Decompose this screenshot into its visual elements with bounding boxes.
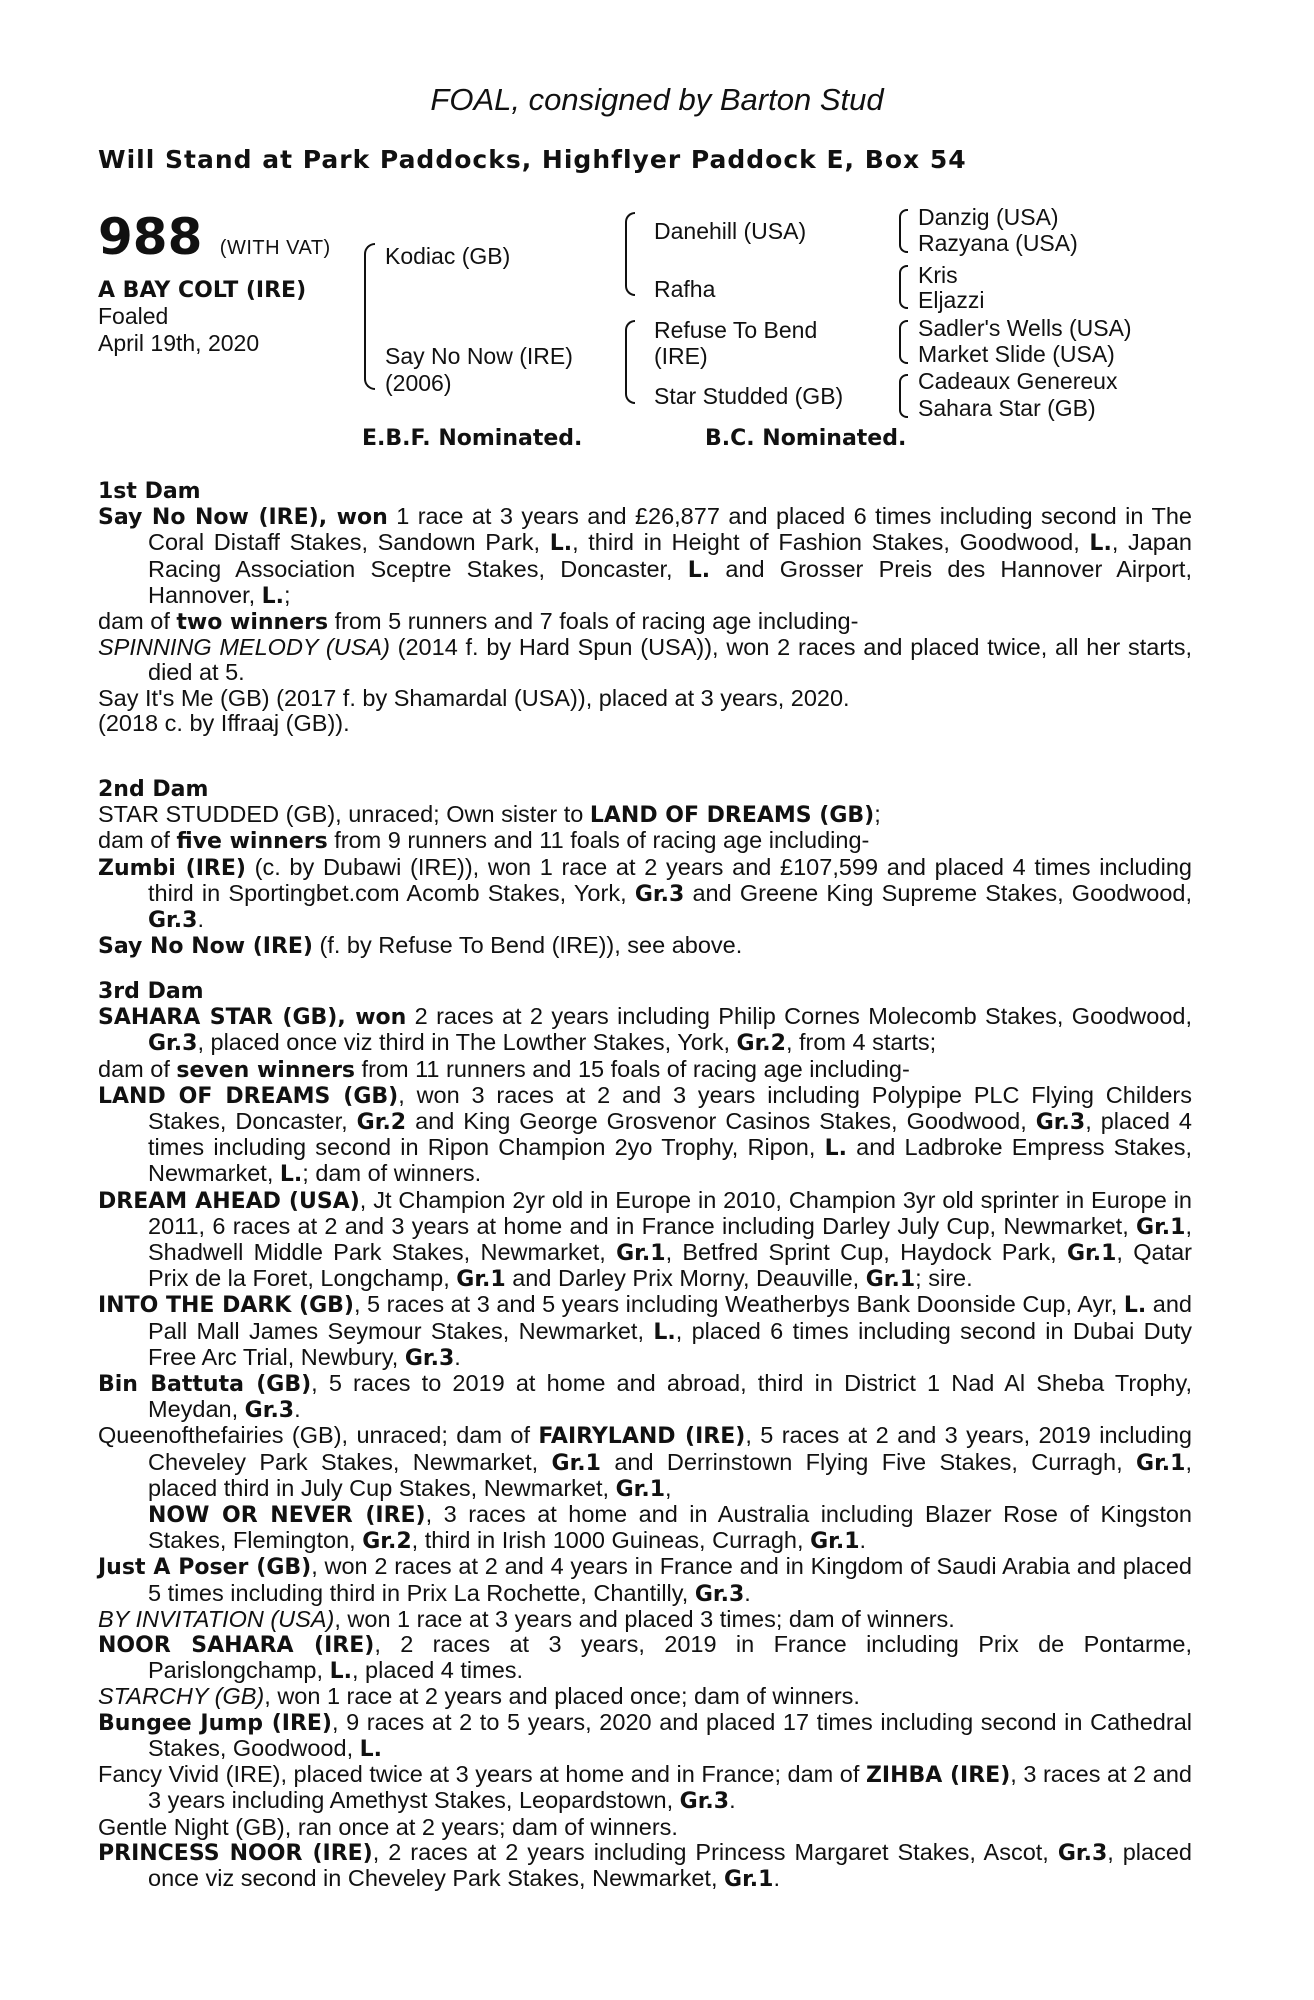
dam-of-text: dam of — [98, 608, 177, 635]
won-label: won — [355, 1005, 407, 1031]
dam-sire-line1: Refuse To Bend — [654, 317, 818, 343]
produce-name: Just A Poser (GB) — [98, 1555, 312, 1581]
sire-sire: Danehill (USA) — [654, 218, 807, 244]
produce-name: FAIRYLAND (IRE) — [538, 1424, 746, 1450]
first-dam-text: 1 race at 3 years and £26,877 and placed 6 times including second in The Coral Distaff Stakes, Sandown Park, — [148, 503, 1192, 556]
second-dam-text: STAR STUDDED (GB), unraced; Own sister to — [98, 801, 590, 828]
third-dam-name: SAHARA STAR (GB) — [98, 1005, 338, 1031]
produce-text: ; dam of winners. — [302, 1160, 482, 1187]
produce-text: , 5 races at 2 and 3 years, 2019 including Cheveley Park Stakes, Newmarket, — [148, 1422, 1192, 1475]
sire-brace — [625, 212, 635, 296]
produce-name: BY INVITATION (USA) — [98, 1605, 335, 1632]
first-dam-section: 1st Dam Say No Now (IRE), won 1 race at 3 years and £26,877 and placed 6 times including second in The Coral Distaff Stakes, Sandown Park, L., third in Height of Fashion Stakes, Goodwood, L., Japan Racing Association Sceptre Stakes, Doncaster, L. and Grosser Preis des Hannover Airport, Hannover, L.; dam of two winners from 5 runners and 7 foals of racing age including- SPINNING MELODY (USA) (2014 f. by Hard Spun (USA)), won 2 races and placed twice, all her starts, died at 5. Say It's Me (GB) (2017 f. by Shamardal (USA)), placed at 3 years, 2020. (2018 c. by Iffraaj (GB)). — [98, 479, 1193, 736]
produce-text: and Darley Prix Morny, Deauville, — [505, 1265, 866, 1292]
produce-text: , 9 races at 2 to 5 years, 2020 and placed 17 times including second in Cathedral Stakes, Goodwood, — [148, 1708, 1192, 1761]
produce-text: , won 1 race at 3 years and placed 3 times; dam of winners. — [334, 1605, 955, 1632]
produce-text: and King George Grosvenor Casinos Stakes, Goodwood, — [406, 1108, 1036, 1135]
first-dam-text: , third in Height of Fashion Stakes, Goodwood, — [572, 529, 1090, 556]
group-mark: Gr.1 — [551, 1450, 601, 1476]
produce-text: , 3 races at home and in Australia including Blazer Rose of Kingston Stakes, Flemington, — [148, 1501, 1192, 1554]
group-mark: Gr.2 — [356, 1110, 407, 1136]
sd-brace — [899, 265, 908, 309]
produce-text: , placed 6 times including second in Dubai Duty Free Arc Trial, Newbury, — [148, 1317, 1192, 1370]
produce-name: ZIHBA (IRE) — [865, 1763, 1011, 1789]
produce-text: ; sire. — [915, 1265, 973, 1292]
produce-text: , 5 races at 3 and 5 years including Weatherbys Bank Doonside Cup, Ayr, — [353, 1291, 1124, 1318]
listed-mark: L. — [549, 531, 573, 557]
produce-name: SPINNING MELODY (USA) — [98, 634, 390, 661]
group-mark: Gr.1 — [810, 1529, 860, 1555]
third-dam-heading: 3rd Dam — [98, 979, 204, 1004]
listed-mark: L. — [1123, 1293, 1147, 1319]
produce-name: Bungee Jump (IRE) — [98, 1710, 332, 1736]
sds: Kris — [918, 262, 958, 288]
group-mark: Gr.1 — [724, 1866, 774, 1892]
group-mark: Gr.3 — [694, 1581, 745, 1607]
first-dam-name: Say No Now (IRE) — [98, 505, 319, 531]
stand-location: Will Stand at Park Paddocks, Highflyer Paddock E, Box 54 — [98, 145, 967, 174]
produce-text: . — [859, 1527, 867, 1554]
produce-text: , placed 4 times. — [351, 1657, 524, 1684]
produce-text: . — [197, 906, 204, 933]
listed-mark: L. — [653, 1319, 676, 1345]
ss-brace — [899, 209, 908, 253]
ssd: Razyana (USA) — [918, 230, 1078, 256]
produce-text: . — [744, 1579, 751, 1606]
produce-name: NOW OR NEVER (IRE) — [148, 1503, 426, 1529]
produce-text: and Greene King Supreme Stakes, Goodwood, — [684, 879, 1192, 906]
dds: Cadeaux Genereux — [918, 368, 1118, 394]
listed-mark: L. — [687, 557, 711, 583]
listed-mark: L. — [359, 1736, 383, 1762]
produce-text: , won 3 races at 2 and 3 years including Polypipe PLC Flying Childers Stakes, Doncaster, — [148, 1081, 1192, 1135]
first-dam-heading: 1st Dam — [98, 479, 201, 504]
produce-text: , third in Irish 1000 Guineas, Curragh, — [411, 1527, 811, 1554]
produce-text: , placed third in July Cup Stakes, Newmarket, — [148, 1448, 1192, 1501]
produce-text: , Shadwell Middle Park Stakes, Newmarket, — [148, 1212, 1192, 1266]
produce-text: . — [294, 1396, 301, 1423]
dam-sire-line2: (IRE) — [654, 343, 708, 369]
group-mark: Gr.1 — [1136, 1450, 1186, 1476]
group-mark: Gr.3 — [679, 1789, 730, 1815]
produce-name: Bin Battuta (GB) — [98, 1372, 312, 1398]
produce-text: , 2 races at 2 years including Princess Margaret Stakes, Ascot, — [372, 1838, 1058, 1865]
produce-text: , 3 races at 2 and 3 years including Amethyst Stakes, Leopardstown, — [148, 1761, 1192, 1814]
dam-of-text: dam of — [98, 827, 177, 854]
dam-of-text: dam of — [98, 1055, 177, 1082]
produce-text: , won 1 race at 2 years and placed once; dam of winners. — [264, 1683, 860, 1710]
produce-text: , Qatar Prix de la Foret, Longchamp, — [148, 1239, 1192, 1292]
first-dam-text: and Grosser Preis des Hannover Airport, Hannover, — [148, 555, 1192, 608]
produce-name: NOOR SAHARA (IRE) — [98, 1633, 375, 1659]
produce-entry: Gentle Night (GB), ran once at 2 years; dam of winners. — [98, 1813, 678, 1840]
winners-count: seven winners — [176, 1057, 356, 1083]
group-mark: Gr.2 — [736, 1031, 786, 1057]
group-mark: Gr.1 — [1066, 1241, 1117, 1267]
produce-text: . — [729, 1787, 736, 1814]
produce-name: Zumbi (IRE) — [98, 855, 246, 881]
produce-text: (f. by Refuse To Bend (IRE)), see above. — [312, 932, 743, 959]
third-dam-text: , from 4 starts; — [785, 1029, 937, 1056]
produce-text: (2014 f. by Hard Spun (USA)), won 2 races and placed twice, all her starts, died at 5. — [148, 634, 1192, 686]
page-title: FOAL, consigned by Barton Stud — [430, 82, 884, 117]
listed-mark: L. — [279, 1162, 303, 1188]
won-label: won — [336, 505, 388, 531]
produce-text: and Pall Mall James Seymour Stakes, Newmarket, — [148, 1291, 1192, 1344]
dd-brace — [899, 374, 908, 418]
sister-name: LAND OF DREAMS (GB) — [589, 803, 875, 829]
group-mark: Gr.3 — [148, 908, 198, 934]
group-mark: Gr.3 — [1035, 1110, 1086, 1136]
group-mark: Gr.1 — [456, 1267, 506, 1293]
vat-label: (WITH VAT) — [219, 237, 331, 259]
produce-text: , placed once viz second in Cheveley Park Stakes, Newmarket, — [148, 1838, 1192, 1891]
ds-brace — [899, 320, 908, 364]
group-mark: Gr.1 — [616, 1241, 666, 1267]
dam-brace — [625, 320, 635, 404]
sire-dam: Rafha — [654, 276, 716, 302]
dam-of-text: from 5 runners and 7 foals of racing age including- — [328, 608, 859, 635]
group-mark: Gr.1 — [615, 1476, 666, 1502]
group-mark: Gr.3 — [1057, 1840, 1108, 1866]
bc-nominated: B.C. Nominated. — [705, 426, 907, 451]
dam-name: Say No Now (IRE) — [385, 343, 573, 369]
produce-text: . — [454, 1343, 461, 1370]
sdd: Eljazzi — [918, 287, 985, 313]
produce-text: , — [665, 1474, 672, 1501]
group-mark: Gr.3 — [244, 1398, 295, 1424]
listed-mark: L. — [1089, 531, 1112, 557]
second-dam-heading: 2nd Dam — [98, 777, 209, 802]
group-mark: Gr.1 — [865, 1267, 916, 1293]
listed-mark: L. — [261, 583, 285, 609]
winners-count: five winners — [176, 829, 328, 855]
group-mark: Gr.2 — [362, 1529, 412, 1555]
ebf-nominated: E.B.F. Nominated. — [362, 426, 583, 451]
third-dam-text: 2 races at 2 years including Philip Cornes Molecomb Stakes, Goodwood, — [406, 1003, 1192, 1030]
produce-text: and Ladbroke Empress Stakes, Newmarket, — [148, 1134, 1193, 1187]
dam-dam: Star Studded (GB) — [654, 383, 844, 409]
dss: Sadler's Wells (USA) — [918, 315, 1132, 341]
first-dam-text: , Japan Racing Association Sceptre Stakes, Doncaster, — [148, 529, 1193, 582]
produce-text: , won 2 races at 2 and 4 years in France and in Kingdom of Saudi Arabia and placed 5 times including third in Prix La Rochette, Chantilly, — [148, 1553, 1192, 1606]
produce-text: , Jt Champion 2yr old in Europe in 2010, Champion 3yr old sprinter in Europe in 2011, 6 races at 2 and 3 years at home and in France including Darley July Cup, Newmarket, — [148, 1186, 1192, 1239]
winners-count: two winners — [176, 610, 329, 636]
third-dam-section: 3rd Dam SAHARA STAR (GB), won 2 races at 2 years including Philip Cornes Molecomb Stakes, Goodwood, Gr.3, placed once viz third in The Lowther Stakes, York, Gr.2, from 4 starts; dam of seven winners from 11 runners and 15 foals of racing age including- LAND OF DREAMS (GB), won 3 races at 2 and 3 years including Polypipe PLC Flying Childers Stakes, Doncaster, Gr.2 and King George Grosvenor Casinos Stakes, Goodwood, Gr.3, placed 4 times including second in Ripon Champion 2yo Trophy, Ripon, L. and Ladbroke Empress Stakes, Newmarket, L.; dam of winners. DREAM AHEAD (USA), Jt Champion 2yr old in Europe in 2010, Champion 3yr old sprinter in Europe in 2011, 6 races at 2 and 3 years at home and in France including Darley July Cup, Newmarket, Gr.1, Shadwell Middle Park Stakes, Newmarket, Gr.1, Betfred Sprint Cup, Haydock Park, Gr.1, Qatar Prix de la Foret, Longchamp, Gr.1 and Darley Prix Morny, Deauville, Gr.1; sire. INTO THE DARK (GB), 5 races at 3 and 5 years including Weatherbys Bank Doonside Cup, Ayr, L. and Pall Mall James Seymour Stakes, Newmarket, L., placed 6 times including second in Dubai Duty Free Arc Trial, Newbury, Gr.3. Bin Battuta (GB), 5 races to 2019 at home and abroad, third in District 1 Nad Al Sheba Trophy, Meydan, Gr.3. Queenofthefairies (GB), unraced; dam of FAIRYLAND (IRE), 5 races at 2 and 3 years, 2019 including Cheveley Park Stakes, Newmarket, Gr.1 and Derrinstown Flying Five Stakes, Curragh, Gr.1, placed third in July Cup Stakes, Newmarket, Gr.1, NOW OR NEVER (IRE), 3 races at home and in Australia including Blazer Rose of Kingston Stakes, Flemington, Gr.2, third in Irish 1000 Guineas, Curragh, Gr.1. Just A Poser (GB), won 2 races at 2 and 4 years in France and in Kingdom of Saudi Arabia and placed 5 times including third in Prix La Rochette, Chantilly, Gr.3. BY INVITATION (USA), won 1 race at 3 years and placed 3 times; dam of winners. NOOR SAHARA (IRE), 2 races at 3 years, 2019 in France including Prix de Pontarme, Parislongchamp, L., placed 4 times. STARCHY (GB), won 1 race at 2 years and placed once; dam of winners. Bungee Jump (IRE), 9 races at 2 to 5 years, 2020 and placed 17 times including second in Cathedral Stakes, Goodwood, L. Fancy Vivid (IRE), placed twice at 3 years at home and in France; dam of ZIHBA (IRE), 3 races at 2 and 3 years including Amethyst Stakes, Leopardstown, Gr.3. Gentle Night (GB), ran once at 2 years; dam of winners. PRINCESS NOOR (IRE), 2 races at 2 years including Princess Margaret Stakes, Ascot, Gr.3, placed once viz second in Cheveley Park Stakes, Newmarket, Gr.1. — [98, 979, 1193, 1892]
group-mark: Gr.3 — [404, 1345, 455, 1371]
sire-name: Kodiac (GB) — [385, 243, 511, 269]
dam-year: (2006) — [385, 370, 452, 396]
second-dam-text: ; — [874, 801, 881, 828]
dam-of-text: from 9 runners and 11 foals of racing age including- — [327, 827, 870, 854]
dsd: Market Slide (USA) — [918, 341, 1115, 367]
lot-name: A BAY COLT (IRE) — [98, 278, 307, 303]
produce-text: and Derrinstown Flying Five Stakes, Curragh, — [600, 1448, 1137, 1475]
third-dam-text: , placed once viz third in The Lowther Stakes, York, — [197, 1029, 737, 1056]
produce-name: DREAM AHEAD (USA) — [98, 1188, 360, 1214]
foaled-label: Foaled — [98, 303, 169, 329]
lot-number-block — [98, 208, 331, 266]
produce-name: LAND OF DREAMS (GB) — [98, 1083, 399, 1109]
listed-mark: L. — [329, 1659, 352, 1685]
produce-text: , 2 races at 3 years, 2019 in France including Prix de Pontarme, Parislongchamp, — [148, 1631, 1192, 1684]
produce-text: Queenofthefairies (GB), unraced; dam of — [98, 1422, 539, 1449]
produce-name: INTO THE DARK (GB) — [98, 1293, 354, 1319]
produce-text: , placed 4 times including second in Ripon Champion 2yo Trophy, Ripon, — [148, 1108, 1192, 1161]
produce-text: , Betfred Sprint Cup, Haydock Park, — [665, 1239, 1067, 1266]
produce-name: Say No Now (IRE) — [98, 934, 313, 960]
group-mark: Gr.1 — [1136, 1214, 1186, 1240]
produce-name: STARCHY (GB) — [98, 1683, 265, 1710]
first-dam-text: ; — [284, 581, 291, 608]
sss: Danzig (USA) — [918, 204, 1059, 230]
dam-of-text: from 11 runners and 15 foals of racing age including- — [355, 1055, 910, 1082]
foaled-date: April 19th, 2020 — [98, 330, 260, 356]
produce-text: Fancy Vivid (IRE), placed twice at 3 years at home and in France; dam of — [98, 1761, 866, 1788]
listed-mark: L. — [824, 1136, 847, 1162]
group-mark: Gr.3 — [634, 881, 685, 907]
group-mark: Gr.3 — [148, 1031, 198, 1057]
produce-text: , 5 races to 2019 at home and abroad, third in District 1 Nad Al Sheba Trophy, Meydan, — [148, 1370, 1192, 1423]
produce-entry: Say It's Me (GB) (2017 f. by Shamardal (USA)), placed at 3 years, 2020. — [98, 684, 850, 711]
produce-name: PRINCESS NOOR (IRE) — [98, 1840, 373, 1866]
gen1-brace — [364, 243, 375, 390]
lot-number: 988 — [98, 208, 203, 266]
produce-text: . — [773, 1864, 780, 1891]
second-dam-section — [98, 776, 1192, 959]
produce-text: (c. by Dubawi (IRE)), won 1 race at 2 years and £107,599 and placed 4 times including third in Sportingbet.com Acomb Stakes, York, — [148, 853, 1192, 906]
ddd: Sahara Star (GB) — [918, 395, 1096, 421]
produce-entry: (2018 c. by Iffraaj (GB)). — [98, 709, 350, 736]
